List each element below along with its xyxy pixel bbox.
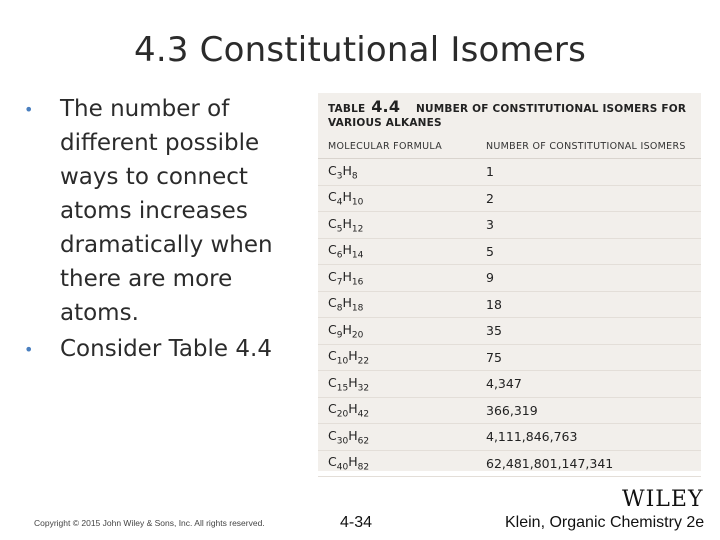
molecular-formula: $C_6H_{14}$ bbox=[328, 242, 364, 261]
bullet-item bbox=[24, 92, 284, 330]
bullet-dot-icon: • bbox=[24, 340, 34, 359]
table-label-prefix: TABLE bbox=[328, 103, 366, 115]
table-row bbox=[318, 371, 701, 398]
slide-title: 4.3 Constitutional Isomers bbox=[133, 30, 587, 70]
table-row bbox=[318, 292, 701, 319]
table-title: NUMBER OF CONSTITUTIONAL ISOMERS FOR VARIOUS ALKANES bbox=[328, 103, 687, 129]
column-header-isomers: NUMBER OF CONSTITUTIONAL ISOMERS bbox=[486, 140, 686, 152]
table-row bbox=[318, 239, 701, 266]
isomer-count: 75 bbox=[486, 349, 502, 365]
molecular-formula: $C_8H_{18}$ bbox=[328, 295, 364, 314]
molecular-formula: $C_4H_{10}$ bbox=[328, 189, 364, 208]
molecular-formula: $C_{15}H_{32}$ bbox=[328, 374, 370, 393]
column-header-formula: MOLECULAR FORMULA bbox=[328, 140, 442, 152]
molecular-formula: $C_3H_8$ bbox=[328, 162, 358, 181]
isomer-count: 4,347 bbox=[486, 376, 522, 392]
bullet-list bbox=[24, 92, 284, 367]
isomer-count: 9 bbox=[486, 270, 494, 286]
table-row bbox=[318, 159, 701, 186]
bullet-text: Consider Table 4.4 bbox=[60, 336, 272, 362]
molecular-formula: $C_{30}H_{62}$ bbox=[328, 427, 370, 446]
wiley-logo: WILEY bbox=[622, 487, 704, 512]
bullet-item bbox=[24, 332, 284, 367]
table-row bbox=[318, 424, 701, 451]
copyright-notice: Copyright © 2015 John Wiley & Sons, Inc. All rights reserved. bbox=[34, 518, 265, 528]
table-number: 4.4 bbox=[371, 97, 401, 116]
molecular-formula: $C_{10}H_{22}$ bbox=[328, 348, 370, 367]
book-reference: Klein, Organic Chemistry 2e bbox=[505, 514, 705, 531]
isomer-count: 3 bbox=[486, 217, 494, 233]
table-header-row bbox=[318, 134, 701, 159]
molecular-formula: $C_5H_{12}$ bbox=[328, 215, 364, 234]
molecular-formula: $C_7H_{16}$ bbox=[328, 268, 364, 287]
isomer-table bbox=[318, 93, 701, 471]
bullet-dot-icon: • bbox=[24, 100, 34, 119]
bullet-text: The number of different possible ways to connect atoms increases dramatically when there are more atoms. bbox=[60, 96, 273, 326]
isomer-count: 5 bbox=[486, 243, 494, 259]
molecular-formula: $C_9H_{20}$ bbox=[328, 321, 364, 340]
table-row bbox=[318, 318, 701, 345]
isomer-count: 366,319 bbox=[486, 402, 538, 418]
molecular-formula: $C_{40}H_{82}$ bbox=[328, 454, 370, 473]
isomer-count: 18 bbox=[486, 296, 502, 312]
isomer-count: 1 bbox=[486, 164, 494, 180]
table-row bbox=[318, 345, 701, 372]
table-row bbox=[318, 265, 701, 292]
table-body bbox=[318, 159, 701, 477]
isomer-count: 35 bbox=[486, 323, 502, 339]
page-number: 4-34 bbox=[340, 514, 373, 531]
table-row bbox=[318, 451, 701, 478]
table-caption bbox=[318, 93, 701, 134]
molecular-formula: $C_{20}H_{42}$ bbox=[328, 401, 370, 420]
isomer-count: 4,111,846,763 bbox=[486, 429, 578, 445]
table-row bbox=[318, 186, 701, 213]
table-row bbox=[318, 398, 701, 425]
table-row bbox=[318, 212, 701, 239]
isomer-count: 2 bbox=[486, 190, 494, 206]
isomer-count: 62,481,801,147,341 bbox=[486, 455, 614, 471]
